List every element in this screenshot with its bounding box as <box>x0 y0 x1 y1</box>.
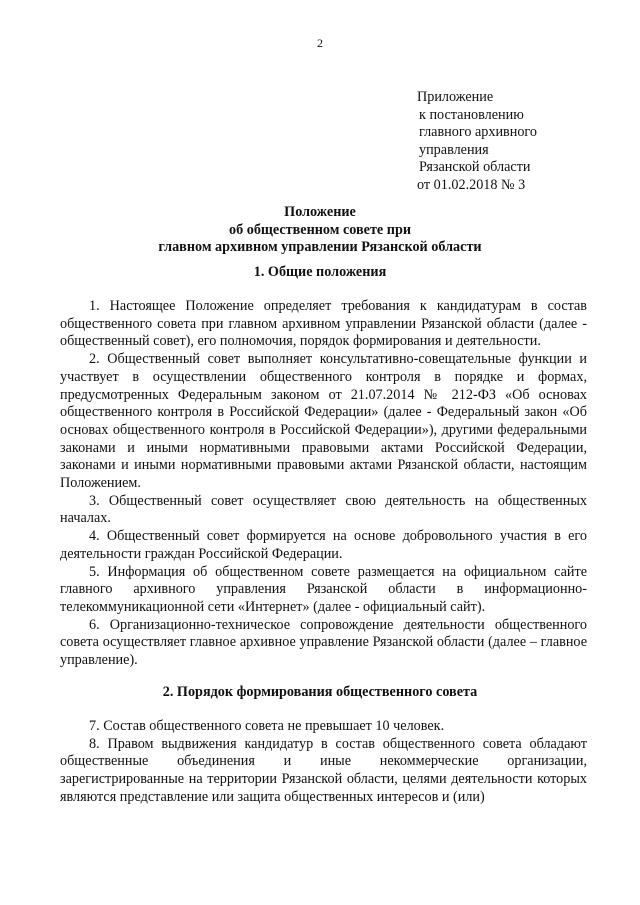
appendix-line: управления <box>419 141 489 158</box>
appendix-line: Приложение <box>417 89 494 105</box>
appendix-block <box>417 89 617 194</box>
paragraph: 8. Правом выдвижения кандидатур в состав общественного совета обладают общественные объединения и иные некоммерческие организации, зарегистрированные на территории Рязанской области, целями деятельности которых являются представление или защита общественных интересов и (или) <box>60 735 587 805</box>
title-line: Положение <box>284 204 356 220</box>
title-line: главном архивном управлении Рязанской области <box>158 239 482 255</box>
appendix-line: Рязанской области <box>419 159 531 175</box>
page-number: 2 <box>317 36 323 50</box>
paragraph: 6. Организационно-техническое сопровождение деятельности общественного совета осуществляет главное архивное управление Рязанской области (далее – главное управление). <box>60 616 587 669</box>
paragraph: 2. Общественный совет выполняет консультативно-совещательные функции и участвует в осуществлении общественного контроля в порядке и формах, предусмотренных Федеральным законом от 21.07.2014 № 212-ФЗ «Об основах общественного контроля в Российской Федерации» (далее - Федеральный закон «Об основах общественного контроля в Российской Федерации»), другими федеральными законами и иными нормативными правовыми актами Российской Федерации, законами и иными нормативными правовыми актами Рязанской области, настоящим Положением. <box>60 351 587 492</box>
paragraph: 4. Общественный совет формируется на основе добровольного участия в его деятельности граждан Российской Федерации. <box>60 528 587 562</box>
document-title <box>0 204 640 257</box>
section-2-body <box>60 718 587 807</box>
paragraph: 3. Общественный совет осуществляет свою деятельность на общественных началах. <box>60 492 587 527</box>
paragraph: 7. Состав общественного совета не превышает 10 человек. <box>89 718 445 734</box>
appendix-line: главного архивного <box>419 124 537 140</box>
section-1-body <box>60 298 587 670</box>
appendix-line: к постановлению <box>419 106 524 123</box>
paragraph: 1. Настоящее Положение определяет требования к кандидатурам в состав общественного совета при главном архивном управлении Рязанской области (далее - общественный совет), его полномочия, порядок формирования и деятельности. <box>60 298 587 350</box>
title-line: об общественном совете при <box>228 221 412 238</box>
appendix-line: от 01.02.2018 № 3 <box>417 176 526 193</box>
section-2-heading: 2. Порядок формирования общественного совета <box>162 684 478 700</box>
paragraph: 5. Информация об общественном совете размещается на официальном сайте главного архивного управления Рязанской области в информационно-телекоммуникационной сети «Интернет» (далее - официальный сайт). <box>60 563 587 615</box>
section-1-heading: 1. Общие положения <box>253 264 387 280</box>
